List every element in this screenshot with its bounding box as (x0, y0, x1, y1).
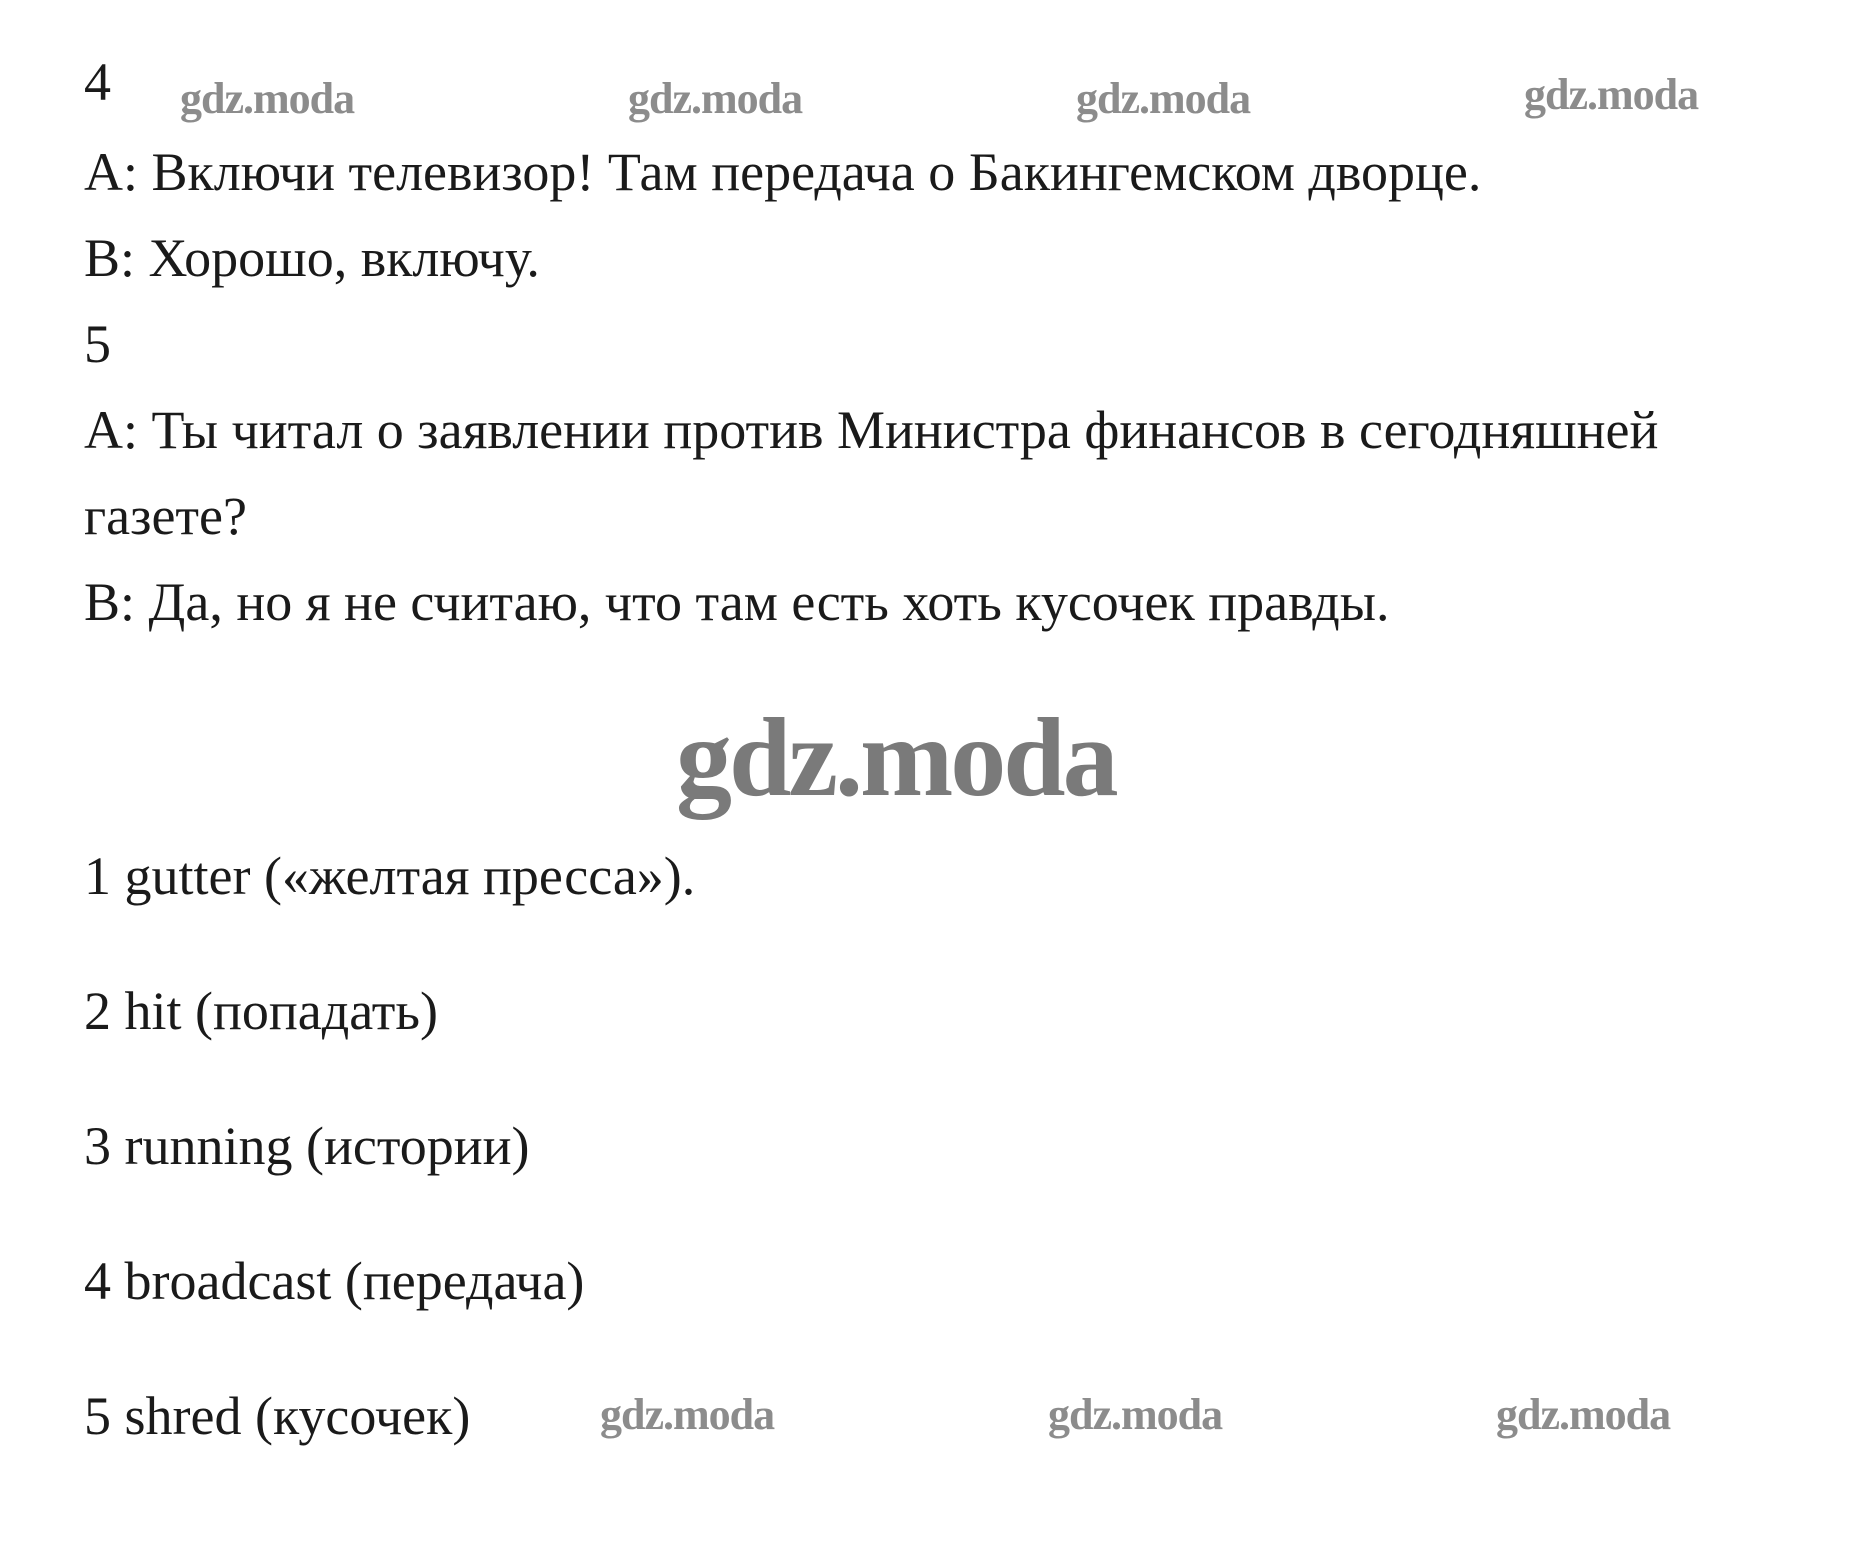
watermark: gdz.moda (180, 74, 355, 123)
vocabulary-item: 4 broadcast (передача) (84, 1251, 585, 1311)
watermark: gdz.moda (600, 1390, 775, 1439)
watermark: gdz.moda (1048, 1390, 1223, 1439)
section-number-5: 5 (84, 314, 111, 374)
dialogue-line-a: A: Ты читал о заявлении против Министра финансов в сегодняшней (84, 400, 1659, 460)
watermark: gdz.moda (1496, 1390, 1671, 1439)
section-number-4: 4 (84, 52, 111, 112)
vocabulary-item: 2 hit (попадать) (84, 981, 439, 1041)
watermark-large: gdz.moda (676, 696, 1116, 820)
vocabulary-item: 5 shred (кусочек) (84, 1386, 471, 1446)
watermark: gdz.moda (1076, 74, 1251, 123)
vocabulary-item: 3 running (истории) (84, 1116, 530, 1176)
dialogue-line-b: B: Хорошо, включу. (84, 228, 540, 288)
vocabulary-item: 1 gutter («желтая пресса»). (84, 846, 696, 906)
watermark: gdz.moda (1524, 70, 1699, 119)
dialogue-line-a-continued: газете? (84, 486, 247, 546)
dialogue-line-b: B: Да, но я не считаю, что там есть хоть кусочек правды. (84, 572, 1390, 632)
watermark: gdz.moda (628, 74, 803, 123)
dialogue-line-a: A: Включи телевизор! Там передача о Бакингемском дворце. (84, 142, 1482, 202)
